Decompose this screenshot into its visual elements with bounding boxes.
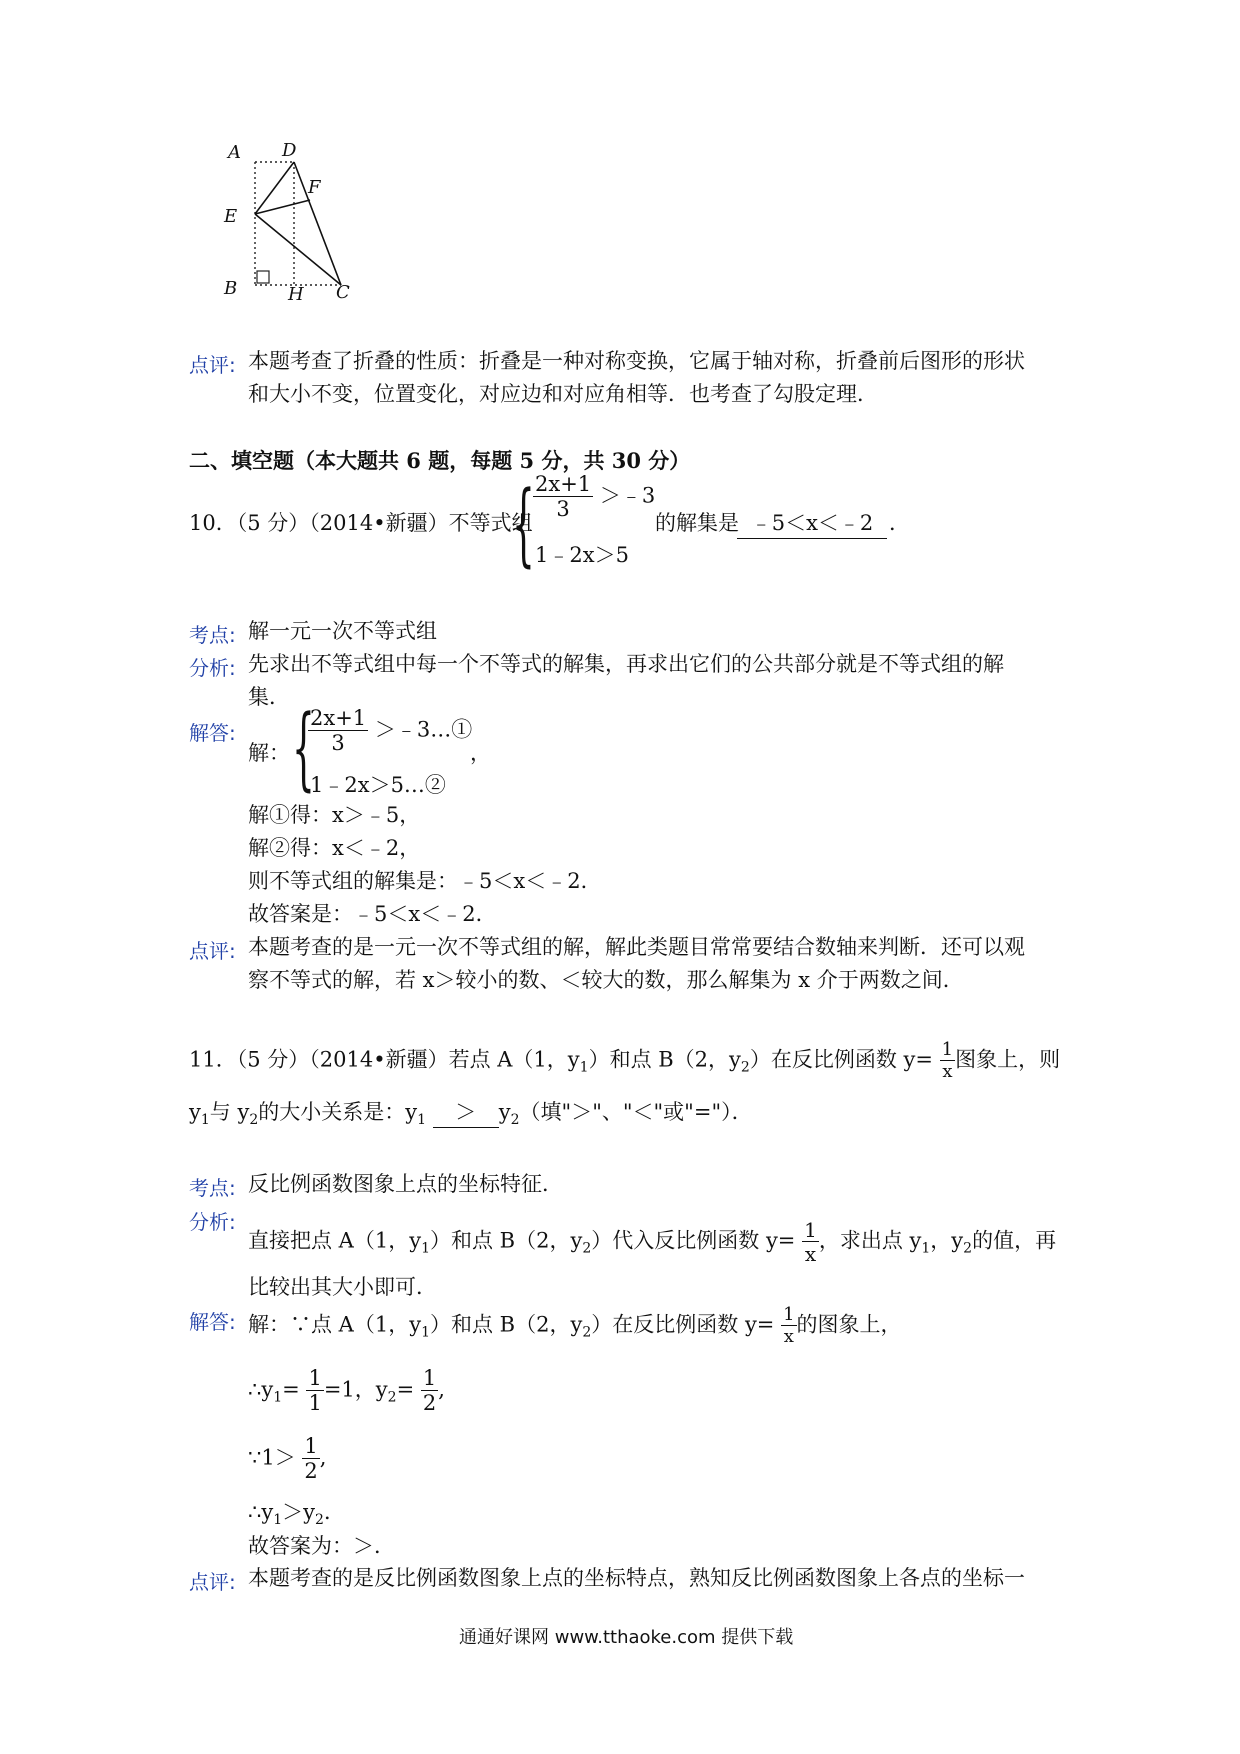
- fraction-numerator: 2x+1: [310, 706, 367, 730]
- fraction: [421, 1368, 438, 1414]
- solution-part: ＞y: [282, 1500, 316, 1524]
- solution-part: ∵1＞: [248, 1445, 296, 1470]
- question-text: 图象上，则: [955, 1047, 1061, 1072]
- jieda-label: 解答:: [189, 721, 236, 745]
- subscript: 1: [273, 1512, 283, 1529]
- fenxi-part: ，求出点 y: [818, 1228, 922, 1253]
- point-label-f: F: [308, 177, 321, 198]
- fraction-denominator: 3: [331, 731, 345, 755]
- solution-part: =: [282, 1377, 300, 1402]
- subscript: 1: [417, 1112, 427, 1129]
- fraction-denominator: x: [804, 1242, 817, 1266]
- subscript: 1: [200, 1112, 210, 1129]
- solution-part: 解：∵点 A（1，y: [248, 1312, 422, 1337]
- kaodian-label: 考点:: [189, 1176, 236, 1200]
- solution-line: [248, 1497, 345, 1535]
- fraction-numerator: 1: [804, 1218, 817, 1242]
- solution-part: ）和点 B（2，y: [430, 1312, 583, 1337]
- dianping-label: 点评:: [189, 1570, 236, 1594]
- point-label-a: A: [228, 142, 241, 163]
- subscript: 1: [579, 1059, 589, 1076]
- fenxi-part: ，y: [930, 1228, 964, 1253]
- fraction-denominator: 3: [556, 497, 570, 521]
- brace: {: [292, 696, 315, 801]
- solution-comma: ，: [470, 741, 491, 765]
- fenxi-label: 分析:: [189, 1210, 236, 1234]
- solution-part: ．: [323, 1500, 345, 1524]
- solution-part: =: [396, 1377, 415, 1402]
- fraction-numerator: 1: [941, 1039, 954, 1060]
- section-heading: 二、填空题（本大题共 6 题，每题 5 分，共 30 分）: [189, 448, 691, 473]
- question-text: 的大小关系是：y: [258, 1100, 418, 1124]
- inequality-rest: ＞﹣3…①: [374, 717, 473, 742]
- question-line-1: [189, 1041, 1060, 1083]
- subscript: 1: [273, 1389, 283, 1406]
- subscript: 2: [582, 1240, 592, 1257]
- solution-part: ∴y: [248, 1500, 274, 1524]
- question-text: y: [189, 1100, 201, 1124]
- fenxi-part: 的值，再: [972, 1228, 1057, 1253]
- fraction-denominator: 2: [304, 1459, 318, 1483]
- inequality-1: [533, 474, 655, 520]
- question-10: [189, 470, 1089, 580]
- comment-label: 点评:: [189, 353, 236, 377]
- fraction: [302, 1436, 319, 1482]
- solution-line: 则不等式组的解集是：﹣5＜x＜﹣2．: [248, 869, 602, 893]
- subscript: 2: [510, 1112, 520, 1129]
- solution-jie: 解：: [248, 741, 290, 765]
- comment-text: 和大小不变，位置变化，对应边和对应角相等．也考查了勾股定理．: [248, 382, 878, 406]
- fenxi-part: 直接把点 A（1，y: [248, 1228, 422, 1253]
- fraction: [940, 1041, 955, 1081]
- solution-part: ∴y: [248, 1377, 274, 1402]
- fraction-denominator: 1: [308, 1391, 322, 1415]
- question-text: 与 y: [209, 1100, 250, 1124]
- answer-blank: ＞: [433, 1097, 499, 1128]
- solution-line: [248, 1436, 326, 1482]
- subscript: 1: [421, 1240, 430, 1257]
- fenxi-text: [248, 1220, 1056, 1264]
- question-end: ．: [889, 511, 910, 535]
- geometry-figure: [224, 140, 388, 310]
- subscript: 2: [249, 1112, 259, 1129]
- question-text: （填"＞"、"＜"或"="）．: [519, 1100, 753, 1124]
- solution-part: =1，y: [323, 1377, 388, 1402]
- fraction: [308, 708, 368, 754]
- solution-part: ）在反比例函数 y=: [591, 1312, 775, 1337]
- fraction-numerator: 1: [783, 1304, 795, 1325]
- point-label-b: B: [224, 278, 238, 299]
- kaodian-text: 解一元一次不等式组: [248, 619, 437, 643]
- question-suffix: 的解集是: [655, 511, 739, 535]
- point-label-e: E: [224, 206, 238, 227]
- question-text: 11．（5 分）（2014•新疆）若点 A（1，y: [189, 1047, 580, 1072]
- kaodian-label: 考点:: [189, 623, 236, 647]
- fenxi-part: ）和点 B（2，y: [430, 1228, 583, 1253]
- solution-inequality-1: [308, 708, 472, 754]
- solution-line: [248, 1368, 445, 1414]
- fraction: [306, 1368, 323, 1414]
- dianping-text: 本题考查的是一元一次不等式组的解，解此类题目常常要结合数轴来判断．还可以观: [248, 935, 1025, 959]
- solution-line: 故答案是：﹣5＜x＜﹣2．: [248, 902, 497, 926]
- comment-text: 本题考查了折叠的性质：折叠是一种对称变换，它属于轴对称，折叠前后图形的形状: [248, 349, 1025, 373]
- fenxi-label: 分析:: [189, 656, 236, 680]
- fraction-numerator: 1: [422, 1366, 437, 1390]
- point-label-c: C: [336, 282, 350, 303]
- subscript: 2: [963, 1240, 973, 1257]
- fraction-numerator: 2x+1: [535, 472, 592, 496]
- fraction-numerator: 1: [304, 1434, 318, 1458]
- fraction-denominator: x: [942, 1061, 953, 1082]
- fenxi-text: 比较出其大小即可．: [248, 1275, 437, 1299]
- subscript: 1: [421, 1324, 430, 1341]
- question-line-2: [189, 1097, 753, 1135]
- subscript: 2: [740, 1059, 750, 1076]
- answer-blank: ﹣5＜x＜﹣2: [737, 508, 887, 539]
- fenxi-text: 先求出不等式组中每一个不等式的解集，再求出它们的公共部分就是不等式组的解: [248, 652, 1004, 676]
- fraction: [802, 1220, 819, 1264]
- fraction: [781, 1306, 796, 1346]
- solution-system: [248, 696, 548, 801]
- fraction-denominator: x: [783, 1326, 794, 1347]
- point-label-d: D: [282, 140, 297, 161]
- question-text: ）在反比例函数 y=: [749, 1047, 933, 1072]
- dianping-text: 本题考查的是反比例函数图象上点的坐标特点，熟知反比例函数图象上各点的坐标一: [248, 1566, 1025, 1590]
- kaodian-text: 反比例函数图象上点的坐标特征．: [248, 1172, 563, 1196]
- inequality-2: 1﹣2x＞5: [535, 543, 629, 567]
- question-text: y: [498, 1100, 511, 1124]
- fraction: [533, 474, 593, 520]
- solution-part: 的图象上，: [796, 1312, 902, 1337]
- inequality-rest: ＞﹣3: [599, 483, 656, 508]
- brace: {: [512, 472, 535, 577]
- subscript: 2: [315, 1512, 324, 1529]
- question-text: ）和点 B（2，y: [588, 1047, 741, 1072]
- dianping-text: 察不等式的解，若 x＞较小的数、＜较大的数，那么解集为 x 介于两数之间．: [248, 968, 964, 992]
- solution-line: 故答案为：＞．: [248, 1534, 395, 1558]
- fenxi-text: 集．: [248, 685, 290, 709]
- subscript: 2: [582, 1324, 592, 1341]
- fenxi-part: ）代入反比例函数 y=: [591, 1228, 796, 1253]
- solution-line: 解②得：x＜﹣2，: [248, 836, 421, 860]
- solution-part: ,: [319, 1445, 327, 1470]
- subscript: 2: [387, 1389, 397, 1406]
- page-footer: 通通好课网 www.tthaoke.com 提供下载: [459, 1627, 794, 1648]
- solution-line: [248, 1306, 902, 1348]
- solution-inequality-2: 1﹣2x＞5…②: [310, 773, 446, 797]
- question-11: [189, 1035, 1089, 1129]
- solution-line: 解①得：x＞﹣5，: [248, 803, 421, 827]
- question-prefix: 10．（5 分）（2014•新疆）不等式组: [189, 511, 533, 535]
- point-label-h: H: [288, 284, 304, 305]
- fraction-numerator: 1: [308, 1366, 322, 1390]
- dianping-label: 点评:: [189, 939, 236, 963]
- folding-diagram: [238, 150, 388, 310]
- solution-part: ,: [438, 1377, 445, 1402]
- subscript: 1: [921, 1240, 931, 1257]
- fraction-denominator: 2: [422, 1391, 437, 1415]
- jieda-label: 解答:: [189, 1310, 236, 1334]
